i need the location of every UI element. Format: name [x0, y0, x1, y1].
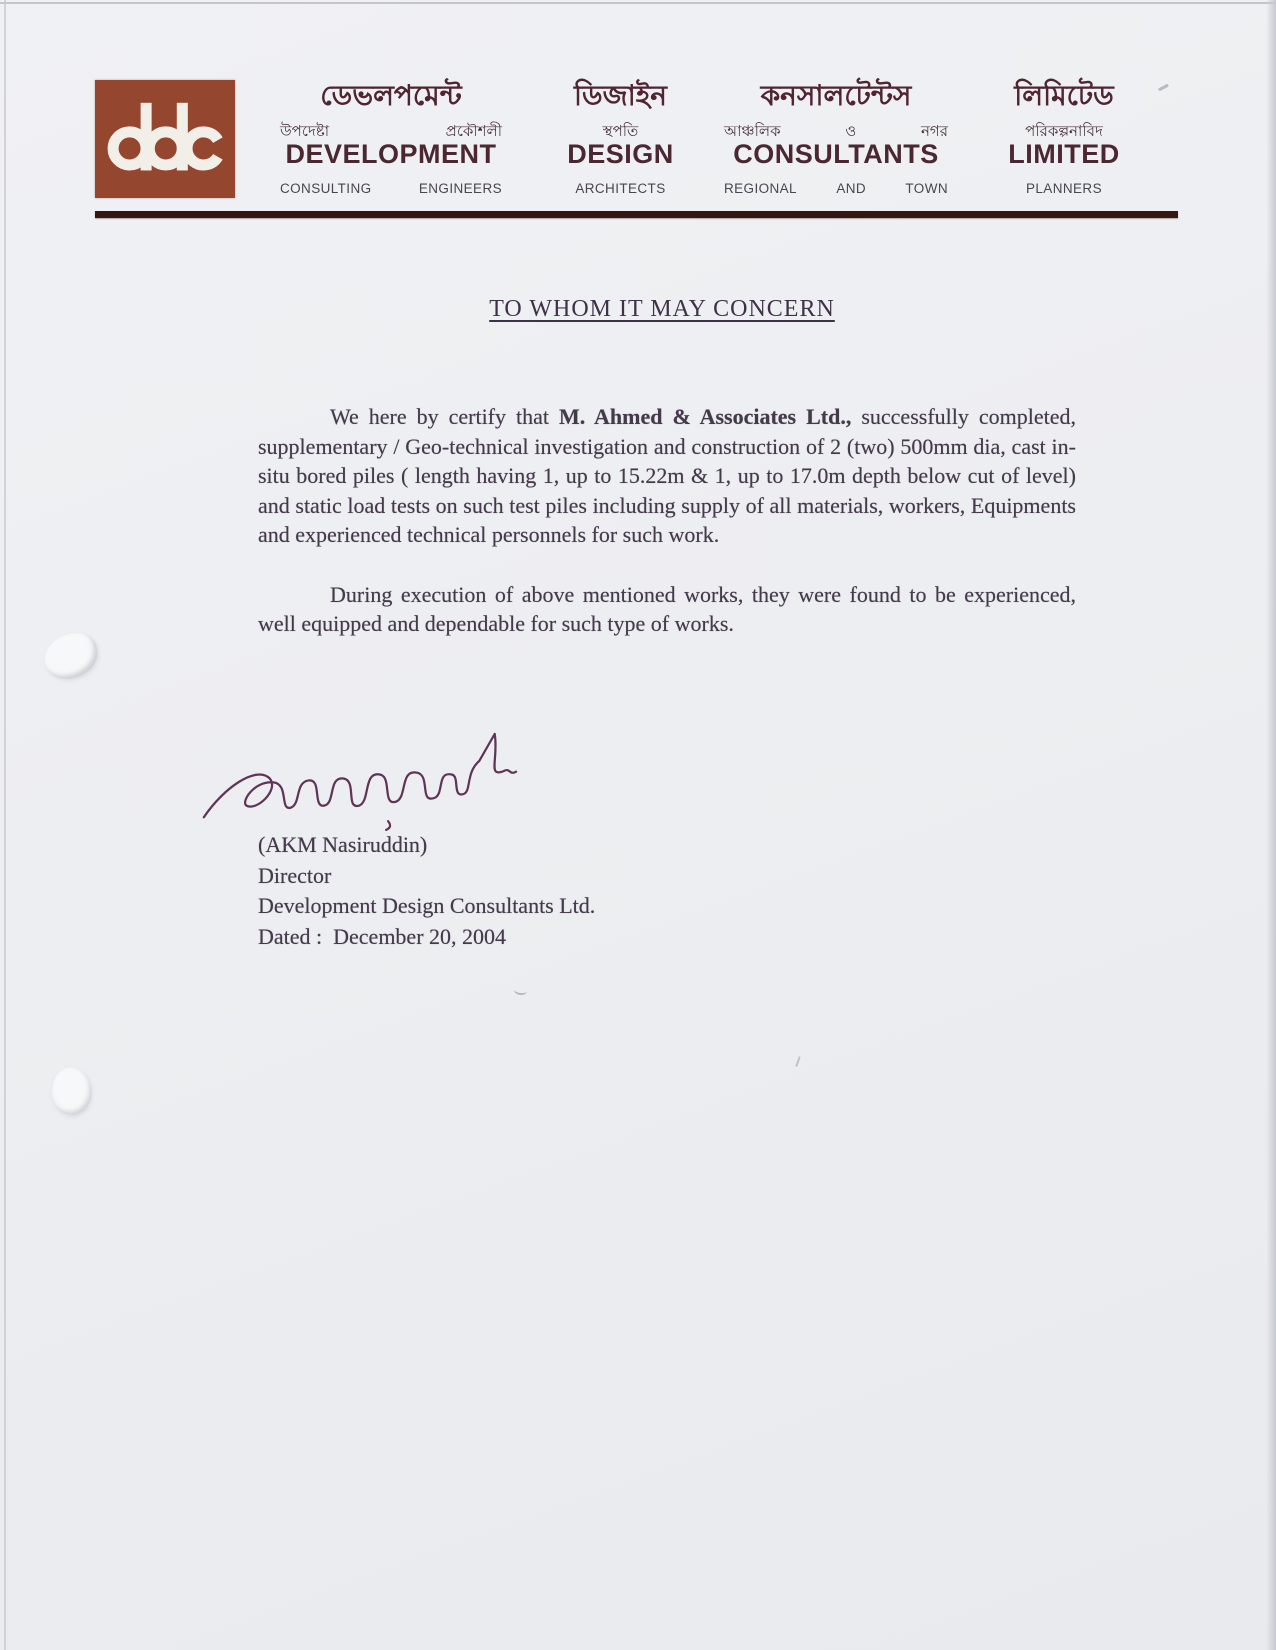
scan-edge-left: [4, 0, 6, 1650]
english-subtitle: REGIONAL: [724, 181, 797, 196]
bengali-subtitle: ও: [845, 122, 857, 140]
english-subtitle: ENGINEERS: [418, 181, 502, 196]
bengali-subtitle: নগর: [920, 122, 948, 140]
english-subtitle: AND: [836, 181, 867, 196]
english-title-design: DESIGN: [567, 139, 674, 169]
scan-mark-artifact: [795, 1056, 801, 1067]
scan-blob-artifact: [49, 1065, 96, 1118]
bengali-title-limited: লিমিটেড: [1014, 79, 1114, 112]
letterhead-column-limited: [988, 76, 1140, 200]
bengali-subtitle: প্রকৌশলী: [445, 122, 502, 140]
bengali-subtitle: আঞ্চলিক: [724, 122, 781, 140]
english-subtitle: ARCHITECTS: [575, 181, 666, 196]
scan-blob-artifact: [40, 629, 102, 683]
bengali-subtitle: স্থপতি: [602, 122, 639, 140]
english-subtitle: TOWN: [905, 181, 948, 196]
paragraph-1-post: successfully completed, supplementary / Geo-technical investigation and construction of 2 (two) 500mm dia, cast in-situ bored piles ( length having 1, up to 15.22m & 1, up to 17.0m depth below cut of level) and static load tests on such test piles including supply of all materials, workers, Equipments and experienced technical personnels for such work.: [258, 404, 1076, 547]
signatory-name: (AKM Nasiruddin): [258, 832, 428, 857]
paragraph-1-pre: We here by certify that: [330, 404, 559, 429]
scan-edge-right: [1266, 0, 1276, 1650]
signature-handwriting: [198, 722, 518, 834]
ddc-logo-icon: [106, 97, 224, 181]
letterhead: [0, 0, 1276, 230]
letter-title: TO WHOM IT MAY CONCERN: [489, 296, 835, 322]
letterhead-column-design: [543, 76, 698, 200]
english-title-consultants: CONSULTANTS: [733, 139, 939, 169]
letterhead-column-development: [280, 76, 502, 200]
paragraph-2: During execution of above mentioned works, they were found to be experienced, well equipped and dependable for such type of works.: [258, 581, 1076, 636]
paragraph-1-company-bold: M. Ahmed & Associates Ltd.,: [558, 404, 852, 429]
letterhead-column-consultants: [724, 76, 948, 200]
bengali-subtitle: উপদেষ্টা: [280, 122, 330, 140]
bengali-subtitle: পরিকল্পনাবিদ: [1025, 122, 1103, 140]
english-subtitle-row: [724, 181, 948, 196]
scan-mark-artifact: [513, 985, 527, 996]
bengali-title-consultants: কনসালটেন্টস: [760, 79, 912, 112]
english-subtitle: CONSULTING: [280, 181, 372, 196]
english-subtitle: PLANNERS: [1026, 181, 1102, 196]
paragraph-1: [258, 402, 1076, 550]
letter-body: [258, 402, 1076, 639]
date-line: Dated : December 20, 2004: [258, 923, 507, 949]
english-subtitle-row: [543, 181, 698, 196]
english-subtitle-row: [988, 181, 1140, 196]
letterhead-rule: [95, 211, 1178, 218]
signatory-title: Director: [258, 862, 332, 888]
english-subtitle-row: [280, 181, 502, 196]
signatory-company: Development Design Consultants Ltd.: [258, 893, 596, 918]
signature-block: [258, 830, 595, 952]
bengali-title-design: ডিজাইন: [573, 79, 668, 112]
company-logo: [95, 80, 235, 198]
bengali-title-development: ডেভলপমেন্ট: [320, 79, 462, 112]
english-title-development: DEVELOPMENT: [285, 139, 497, 169]
english-title-limited: LIMITED: [1008, 139, 1120, 169]
